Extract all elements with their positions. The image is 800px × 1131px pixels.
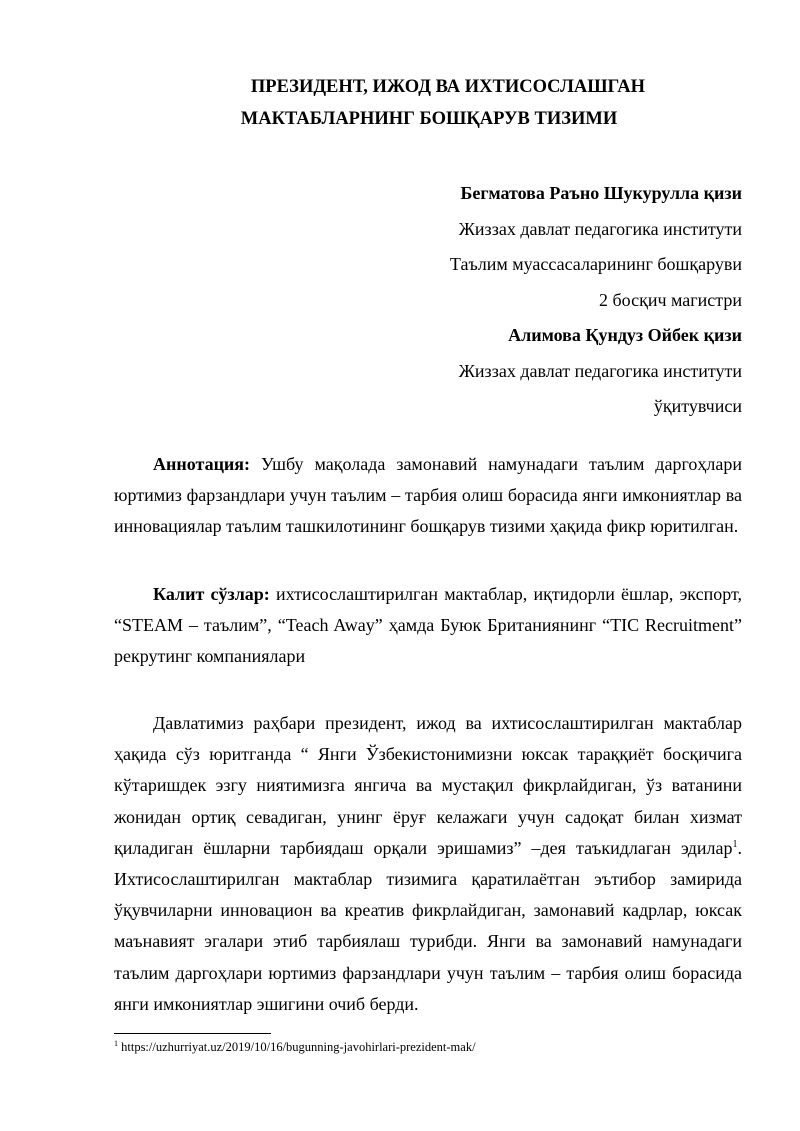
footnote-divider xyxy=(114,1033,271,1034)
main-paragraph-part1: Давлатимиз раҳбари президент, ижод ва ихтисослаштирилган мактаблар ҳақида сўз юритганда “ Янги Ўзбекистонимизни юксак тараққиёт босқичига кўтаришдек эзгу ниятимизга янгича ва мустақил фикрлайдиган, ўз ватанини жонидан ортиқ севадиган, унинг ёруғ келажаги учун садоқат билан хизмат қиладиган ёшларни тарбиядаш орқали эришамиз” –дея таъкидлаган эдилар xyxy=(114,713,742,858)
author2-affiliation: Жиззах давлат педагогика институти xyxy=(458,360,742,381)
keywords-paragraph xyxy=(114,579,742,673)
author2-name: Алимова Қундуз Ойбек қизи xyxy=(508,325,742,345)
title-line-2: МАКТАБЛАРНИНГ БОШҚАРУВ ТИЗИМИ xyxy=(240,109,618,129)
author1-affiliation: Жиззах давлат педагогика институти xyxy=(458,218,742,239)
footnote-mark: 1 xyxy=(114,1038,118,1048)
keywords-section xyxy=(114,579,742,673)
title-line-1: ПРЕЗИДЕНТ, ИЖОД ВА ИХТИСОСЛАШГАН xyxy=(250,77,646,97)
keywords-text: ихтисослаштирилган мактаблар, иқтидорли ёшлар, экспорт, “STEAM – таълим”, “Teach Away” ҳамда Буюк Британиянинг “TIC Recruitment” рекрутинг компаниялари xyxy=(114,584,742,667)
annotation-paragraph xyxy=(114,449,742,543)
author2-position: ўқитувчиси xyxy=(653,396,742,416)
footnote-link[interactable]: https://uzhurriyat.uz/2019/10/16/bugunning-javohirlari-prezident-mak/ xyxy=(118,1040,476,1054)
main-paragraph xyxy=(114,708,742,1020)
main-section xyxy=(114,708,742,1020)
footnote-reference[interactable]: 1 xyxy=(732,838,738,850)
annotation-section xyxy=(114,449,742,543)
author1-degree: 2 босқич магистри xyxy=(598,289,742,310)
annotation-text: Ушбу мақолада замонавий намунадаги таълим даргоҳлари юртимиз фарзандлари учун таълим – тарбия олиш борасида янги имкониятлар ва инновациялар таълим ташкилотининг бошқарув тизими ҳақида фикр юритилган. xyxy=(114,454,742,537)
annotation-label: Аннотация: xyxy=(153,454,251,474)
author1-department: Таълим муассасаларининг бошқаруви xyxy=(449,254,742,274)
author-block xyxy=(450,176,742,425)
keywords-label: Калит сўзлар: xyxy=(153,584,270,604)
author1-name: Бегматова Раъно Шукурулла қизи xyxy=(460,183,742,203)
footnote xyxy=(114,1039,476,1055)
main-paragraph-part2: . Ихтисослаштирилган мактаблар тизимига қаратилаётган эътибор замирида ўқувчиларни инновацион ва креатив фикрлайдиган, замонавий кадрлар, юксак маънавият эгалари этиб тарбиялаш турибди. Янги ва замонавий намунадаги таълим даргоҳлари юртимиз фарзандлари учун таълим – тарбия олиш борасида янги имкониятлар эшигини очиб берди. xyxy=(114,837,742,1014)
